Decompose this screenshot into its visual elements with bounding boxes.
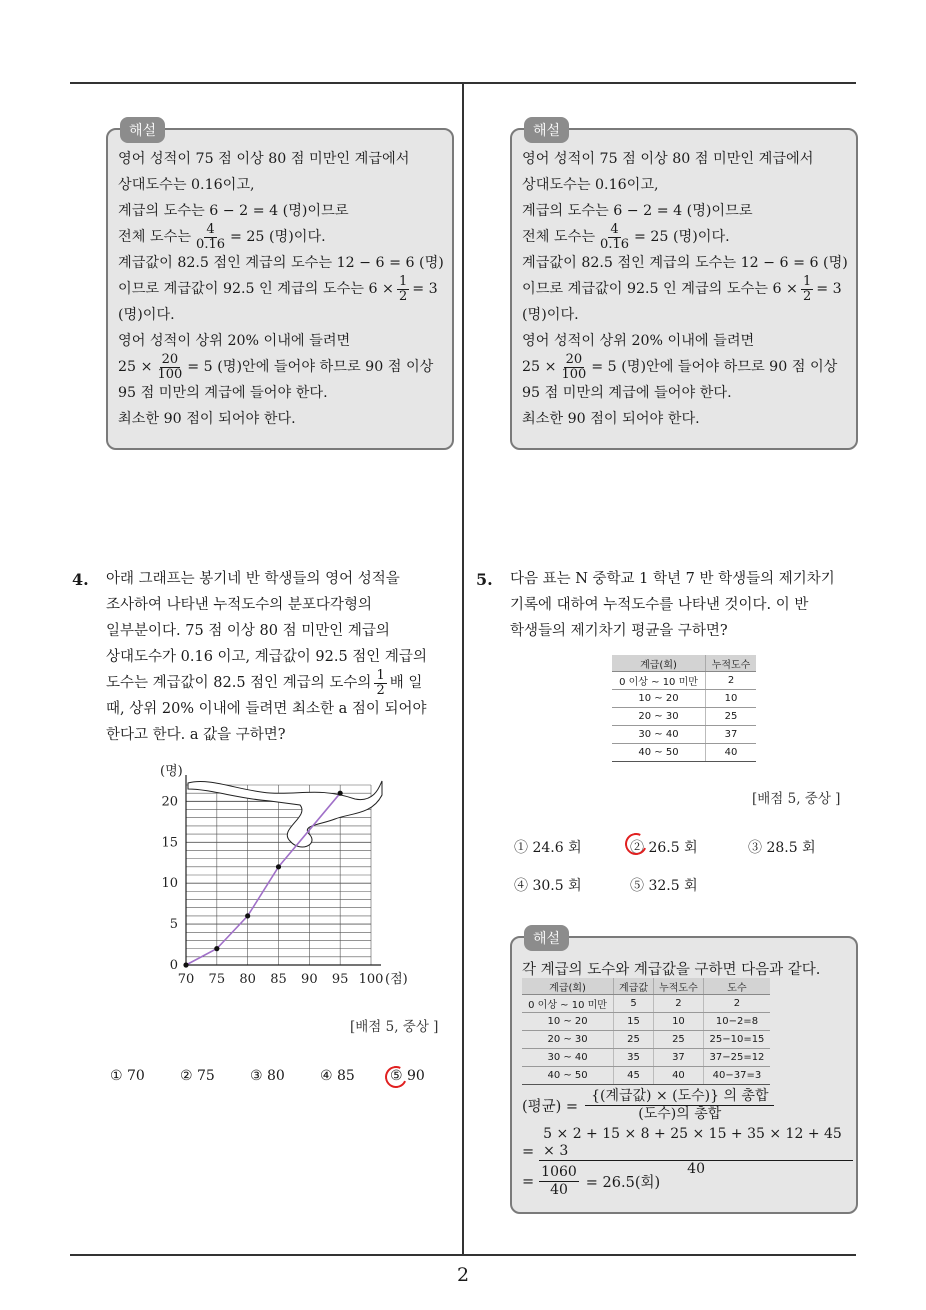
question-4-text [106, 566, 427, 748]
solution-box-right [510, 123, 858, 450]
question-4-score: [배점 5, 중상 ] [350, 1019, 439, 1035]
choice-4[interactable]: ④ 30.5 회 [514, 878, 582, 894]
question-text-fragment: 도수는 계급값이 82.5 점인 계급의 도수의 [106, 675, 372, 691]
solution-line: 영어 성적이 75 점 이상 80 점 미만인 계급에서 [522, 151, 814, 167]
fraction-denominator: (도수)의 총합 [638, 1106, 722, 1122]
fraction [194, 223, 227, 252]
table-cell: 15 [614, 1013, 654, 1031]
solution-intro: 각 계급의 도수와 계급값을 구하면 다음과 같다. [522, 962, 821, 978]
solution-text-fragment: = 25 (명)이다. [634, 229, 730, 245]
page-number: 2 [456, 1264, 470, 1286]
table-cell: 40 ~ 50 [522, 1067, 614, 1085]
formula-text: (평균) = [522, 1099, 579, 1115]
solution-tab: 해설 [524, 925, 569, 951]
solution-line [118, 351, 444, 382]
table-cell: 40 [706, 744, 756, 762]
solution-text-fragment: 25 × [118, 359, 153, 375]
solution-text-fragment: 25 × [522, 359, 557, 375]
solution-line: 계급값이 82.5 점인 계급의 도수는 12 − 6 = 6 (명) [522, 255, 848, 271]
fraction [585, 1088, 774, 1123]
solution-line: 상대도수는 0.16이고, [522, 177, 659, 193]
y-tick-label: 20 [161, 794, 178, 810]
table-header: 계급(회) [522, 978, 614, 995]
question-line: 아래 그래프는 봉기네 반 학생들의 영어 성적을 [106, 571, 400, 587]
table-cell: 2 [706, 672, 756, 690]
table-cell: 20 ~ 30 [522, 1031, 614, 1049]
choice-1[interactable]: ① 24.6 회 [514, 840, 582, 856]
solution-box-left [106, 123, 454, 450]
x-axis-label: (점) [385, 972, 408, 987]
table-row [522, 1013, 770, 1031]
table-cell: 40 [653, 1067, 703, 1085]
formula-text: = 26.5(회) [585, 1175, 661, 1191]
fraction-denominator: 2 [802, 288, 812, 304]
x-tick-label: 100 [358, 972, 384, 987]
table-cell: 30 ~ 40 [612, 726, 706, 744]
fraction-numerator: 1 [376, 667, 385, 683]
solution-line [118, 273, 444, 304]
table-cell: 40−37=3 [703, 1067, 770, 1085]
solution-text-fragment: = 5 (명)안에 들어야 하므로 90 점 이상 [187, 359, 434, 375]
formula-text: = [522, 1173, 535, 1190]
table-cell: 37 [706, 726, 756, 744]
fraction-denominator: 0.16 [600, 236, 629, 252]
solution-line: 계급값이 82.5 점인 계급의 도수는 12 − 6 = 6 (명) [118, 255, 444, 271]
solution-line: 영어 성적이 75 점 이상 80 점 미만인 계급에서 [118, 151, 410, 167]
fraction [155, 353, 184, 382]
fraction-numerator: 1 [802, 273, 812, 289]
data-point [214, 946, 219, 951]
formula-text: = [522, 1144, 535, 1160]
solution-line [522, 221, 848, 252]
fraction-numerator: 20 [161, 351, 179, 367]
solution-text-fragment: = 25 (명)이다. [230, 229, 326, 245]
y-axis-label: (명) [160, 764, 183, 779]
mean-formula-3 [522, 1164, 660, 1199]
solution-frequency-table [522, 978, 770, 1085]
table-cell: 20 ~ 30 [612, 708, 706, 726]
table-cell: 37−25=12 [703, 1049, 770, 1067]
solution-line [522, 273, 848, 304]
question-line: 때, 상위 20% 이내에 들려면 최소한 a 점이 되어야 [106, 701, 427, 717]
x-tick-label: 90 [301, 972, 318, 987]
fraction-denominator: 2 [376, 682, 385, 698]
question-5-number: 5. [476, 570, 493, 589]
bottom-rule [70, 1254, 856, 1256]
question-4-number: 4. [72, 570, 89, 589]
fraction-denominator: 0.16 [196, 236, 225, 252]
fraction [559, 353, 588, 382]
table-row [612, 672, 756, 690]
fraction [598, 223, 631, 252]
question-line: 상대도수가 0.16 이고, 계급값이 92.5 점인 계급의 [106, 649, 427, 665]
fraction-numerator: 4 [610, 221, 619, 237]
question-line: 조사하여 나타낸 누적도수의 분포다각형의 [106, 597, 372, 613]
table-row [522, 1067, 770, 1085]
solution-text-fragment: 전체 도수는 [118, 229, 192, 245]
x-tick-label: 85 [270, 972, 287, 987]
choice-5[interactable]: ⑤ 90 [390, 1068, 425, 1084]
solution-text-fragment: = 3 [412, 281, 438, 297]
solution-line: 최소한 90 점이 되어야 한다. [118, 411, 296, 427]
fraction-numerator: 1060 [541, 1164, 577, 1180]
table-row [522, 995, 770, 1013]
table-cell: 25−10=15 [703, 1031, 770, 1049]
solution-text-fragment: 전체 도수는 [522, 229, 596, 245]
table-cell: 2 [653, 995, 703, 1013]
choice-2[interactable]: ② 26.5 회 [630, 840, 698, 856]
question-line [106, 667, 427, 698]
fraction-numerator: 20 [565, 351, 583, 367]
table-cell: 45 [614, 1067, 654, 1085]
table-cell: 40 ~ 50 [612, 744, 706, 762]
table-cell: 25 [614, 1031, 654, 1049]
table-cell: 10 [653, 1013, 703, 1031]
choice-2[interactable]: ② 75 [180, 1068, 215, 1084]
solution-text [522, 146, 848, 432]
solution-box-q5 [510, 931, 858, 1214]
x-tick-label: 80 [239, 972, 256, 987]
solution-line [118, 221, 444, 252]
x-tick-label: 70 [177, 972, 195, 987]
question-5-text [510, 566, 835, 644]
table-cell: 30 ~ 40 [522, 1049, 614, 1067]
fraction-denominator: 40 [687, 1161, 705, 1177]
y-tick-label: 0 [169, 958, 178, 973]
table-cell: 25 [653, 1031, 703, 1049]
solution-tab: 해설 [120, 117, 165, 143]
mean-formula-1 [522, 1088, 777, 1123]
fraction-denominator: 40 [550, 1182, 568, 1198]
solution-tab: 해설 [524, 117, 569, 143]
table-cell: 5 [614, 995, 654, 1013]
data-point [276, 864, 281, 869]
table-row [612, 690, 756, 708]
solution-line: (명)이다. [522, 307, 579, 323]
solution-line: 최소한 90 점이 되어야 한다. [522, 411, 700, 427]
table-cell: 37 [653, 1049, 703, 1067]
fraction-denominator: 100 [157, 366, 183, 382]
y-tick-label: 15 [161, 835, 178, 851]
question-5-score: [배점 5, 중상 ] [752, 791, 841, 807]
table-row [522, 1049, 770, 1067]
choice-1[interactable]: ① 70 [110, 1068, 145, 1084]
choice-3[interactable]: ③ 28.5 회 [748, 840, 816, 856]
solution-line: (명)이다. [118, 307, 175, 323]
table-header: 계급값 [614, 978, 654, 995]
table-cell: 25 [706, 708, 756, 726]
table-cell: 35 [614, 1049, 654, 1067]
table-row [612, 744, 756, 762]
question-text-fragment: 배 일 [389, 675, 423, 691]
solution-line: 95 점 미만의 계급에 들어야 한다. [118, 385, 328, 401]
solution-line: 계급의 도수는 6 − 2 = 4 (명)이므로 [522, 203, 753, 219]
solution-text-fragment: 이므로 계급값이 92.5 인 계급의 도수는 6 × [118, 281, 394, 297]
cumulative-frequency-chart [150, 755, 420, 990]
fraction-numerator: 5 × 2 + 15 × 8 + 25 × 15 + 35 × 12 + 45 × 3 [539, 1126, 853, 1161]
question-line: 일부분이다. 75 점 이상 80 점 미만인 계급의 [106, 623, 390, 639]
solution-text-fragment: 이므로 계급값이 92.5 인 계급의 도수는 6 × [522, 281, 798, 297]
fraction [397, 275, 409, 304]
fraction-numerator: 4 [206, 221, 215, 237]
solution-line [522, 351, 848, 382]
solution-text-fragment: = 5 (명)안에 들어야 하므로 90 점 이상 [591, 359, 838, 375]
fraction-numerator: {(계급값) × (도수)} 의 총합 [585, 1088, 774, 1106]
table-cell: 0 이상 ~ 10 미만 [522, 995, 614, 1013]
question-line: 기록에 대하여 누적도수를 나타낸 것이다. 이 반 [510, 597, 809, 613]
x-tick-label: 75 [208, 972, 226, 987]
choice-4[interactable]: ④ 85 [320, 1068, 355, 1084]
table-header: 계급(회) [612, 655, 706, 672]
fraction [539, 1164, 579, 1199]
table-cell: 0 이상 ~ 10 미만 [612, 672, 706, 690]
fraction-numerator: 1 [398, 273, 408, 289]
table-row [612, 708, 756, 726]
table-cell: 10−2=8 [703, 1013, 770, 1031]
fraction [374, 669, 386, 698]
solution-line: 계급의 도수는 6 − 2 = 4 (명)이므로 [118, 203, 349, 219]
solution-line: 영어 성적이 상위 20% 이내에 들려면 [522, 333, 755, 349]
fraction [801, 275, 813, 304]
table-row [612, 726, 756, 744]
data-point [338, 791, 343, 796]
fraction-denominator: 2 [398, 288, 408, 304]
y-tick-label: 5 [169, 917, 178, 933]
table-header: 누적도수 [706, 655, 756, 672]
data-point [183, 962, 188, 967]
cumulative-frequency-table [612, 655, 756, 762]
choice-5[interactable]: ⑤ 32.5 회 [630, 878, 698, 894]
table-header: 도수 [703, 978, 770, 995]
question-line: 다음 표는 N 중학교 1 학년 7 반 학생들의 제기차기 [510, 571, 835, 587]
table-header: 누적도수 [653, 978, 703, 995]
table-cell: 2 [703, 995, 770, 1013]
table-row [522, 1031, 770, 1049]
y-tick-label: 10 [161, 876, 178, 892]
data-point [245, 913, 250, 918]
solution-line: 상대도수는 0.16이고, [118, 177, 255, 193]
table-cell: 10 [706, 690, 756, 708]
solution-text [118, 146, 444, 432]
column-divider [462, 84, 464, 1254]
fraction-denominator: 100 [561, 366, 587, 382]
table-cell: 10 ~ 20 [522, 1013, 614, 1031]
solution-line: 95 점 미만의 계급에 들어야 한다. [522, 385, 732, 401]
question-line: 한다고 한다. a 값을 구하면? [106, 727, 286, 743]
table-cell: 10 ~ 20 [612, 690, 706, 708]
x-tick-label: 95 [331, 972, 349, 987]
choice-3[interactable]: ③ 80 [250, 1068, 285, 1084]
question-line: 학생들의 제기차기 평균을 구하면? [510, 623, 728, 639]
solution-line: 영어 성적이 상위 20% 이내에 들려면 [118, 333, 351, 349]
solution-text-fragment: = 3 [816, 281, 842, 297]
